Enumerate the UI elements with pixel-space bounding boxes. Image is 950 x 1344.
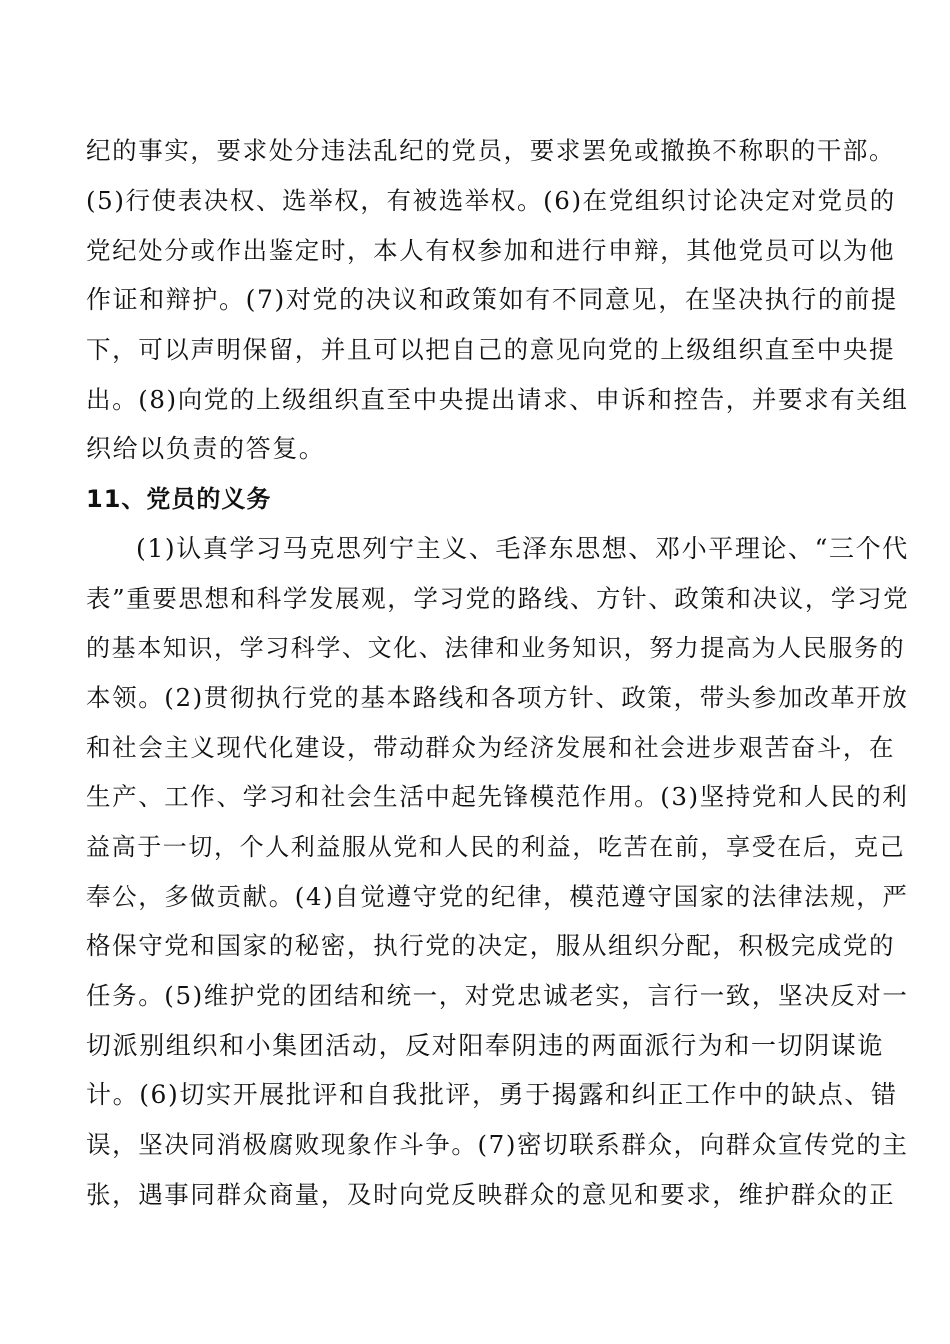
section-heading: 11、党员的义务 — [86, 485, 272, 513]
text-line: 作证和辩护。(7)对党的决议和政策如有不同意见，在坚决执行的前提 — [86, 285, 898, 314]
text-line: 误，坚决同消极腐败现象作斗争。(7)密切联系群众，向群众宣传党的主 — [86, 1130, 909, 1159]
text-line: 生产、工作、学习和社会生活中起先锋模范作用。(3)坚持党和人民的利 — [86, 782, 909, 811]
text-line: 奉公，多做贡献。(4)自觉遵守党的纪律，模范遵守国家的法律法规，严 — [86, 882, 909, 911]
text-line: (1)认真学习马克思列宁主义、毛泽东思想、邓小平理论、“三个代 — [136, 534, 909, 563]
text-line: 出。(8)向党的上级组织直至中央提出请求、申诉和控告，并要求有关组 — [86, 385, 909, 414]
text-line: 党纪处分或作出鉴定时，本人有权参加和进行申辩，其他党员可以为他 — [86, 236, 896, 265]
text-line: 张，遇事同群众商量，及时向党反映群众的意见和要求，维护群众的正 — [86, 1180, 896, 1209]
text-line: 切派别组织和小集团活动，反对阳奉阴违的两面派行为和一切阴谋诡 — [86, 1031, 885, 1060]
text-line: 织给以负责的答复。 — [86, 434, 326, 463]
text-line: 的基本知识，学习科学、文化、法律和业务知识，努力提高为人民服务的 — [86, 634, 906, 662]
text-line: 表”重要思想和科学发展观，学习党的路线、方针、政策和决议，学习党 — [86, 584, 910, 613]
text-line: 计。(6)切实开展批评和自我批评，勇于揭露和纠正工作中的缺点、错 — [86, 1080, 898, 1109]
text-line: (5)行使表决权、选举权，有被选举权。(6)在党组织讨论决定对党员的 — [86, 186, 896, 215]
text-line: 和社会主义现代化建设，带动群众为经济发展和社会进步艰苦奋斗，在 — [86, 733, 896, 762]
text-line: 下，可以声明保留，并且可以把自己的意见向党的上级组织直至中央提 — [86, 335, 896, 364]
text-line: 益高于一切，个人利益服从党和人民的利益，吃苦在前，享受在后，克己 — [86, 833, 906, 861]
text-line: 纪的事实，要求处分违法乱纪的党员，要求罢免或撤换不称职的干部。 — [86, 136, 896, 165]
text-line: 任务。(5)维护党的团结和统一，对党忠诚老实，言行一致，坚决反对一 — [86, 981, 909, 1010]
text-line: 本领。(2)贯彻执行党的基本路线和各项方针、政策，带头参加改革开放 — [86, 683, 909, 712]
text-line: 格保守党和国家的秘密，执行党的决定，服从组织分配，积极完成党的 — [86, 931, 896, 960]
